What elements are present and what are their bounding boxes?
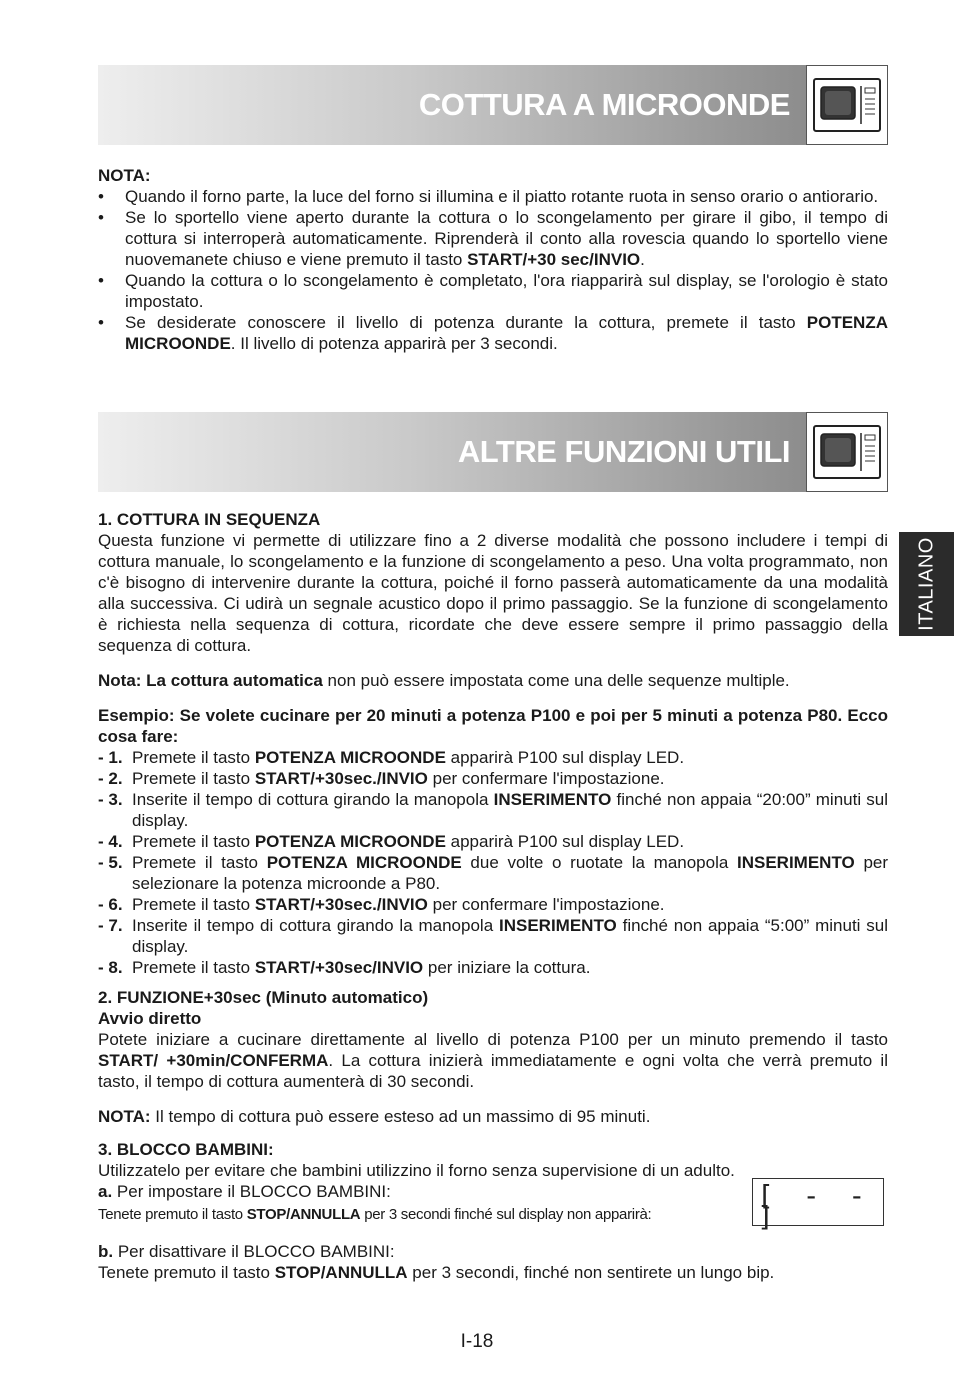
banner-title: COTTURA A MICROONDE [418,87,790,122]
microwave-icon [806,412,888,492]
list-item: - 4. Premete il tasto POTENZA MICROONDE apparirà P100 sul display LED. [98,832,685,851]
step-b: b. Per disattivare il BLOCCO BAMBINI: [98,1242,395,1261]
section-banner-altre-funzioni [98,412,888,492]
step-a: a. Per impostare il BLOCCO BAMBINI: [98,1182,391,1201]
section-cottura-sequenza [98,509,888,978]
list-item: • Quando la cottura o lo scongelamento è completato, l'ora riapparirà sul display, se l'orologio è stato impostato. [98,271,888,311]
nota-block [98,165,888,354]
steps-list [98,747,888,978]
lock-display [752,1178,884,1233]
list-item: - 8. Premete il tasto START/+30sec/INVIO per iniziare la cottura. [98,958,591,977]
section-note: Nota: La cottura automatica non può essere impostata come una delle sequenze multiple. [98,671,790,690]
list-item: • Se lo sportello viene aperto durante la cottura o lo scongelamento per girare il gibo, il tempo di cottura si interroperà automaticamente. Riprenderà il conto alla rovescia quando lo sportello viene nuovemanete chiuso e viene premuto il tasto START/+30 sec/INVIO. [98,208,888,269]
language-label: ITALIANO [915,537,937,631]
display-readout: [ - - ] [757,1179,872,1233]
section-heading: 3. BLOCCO BAMBINI: [98,1140,274,1159]
language-tab [899,532,954,636]
section-subheading: Avvio diretto [98,1009,202,1028]
step-a-detail: Tenete premuto il tasto STOP/ANNULLA per 3 secondi finché sul display non apparirà: [98,1206,652,1223]
section-body: Questa funzione vi permette di utilizzare fino a 2 diverse modalità che possono includere i tempi di cottura manuale, lo scongelamento e la funzione di scongelamento a peso. Una volta programmato, non c'è bisogno di intervenire durante la cottura, poiché il forno passerà automaticamente da una modalità alla successiva. Ci udirà un segnale acustico dopo il primo passaggio. Se la funzione di scongelamento è richiesta nella sequenza di cottura, ricordate che deve essere sempre il primo passaggio della sequenza di cottura. [98,531,888,655]
section-heading: 2. FUNZIONE+30sec (Minuto automatico) [98,988,429,1007]
list-item: • Quando il forno parte, la luce del forno si illumina e il piatto rotante ruota in senso orario o antiorario. [98,187,879,206]
list-item: • Se desiderate conoscere il livello di potenza durante la cottura, premete il tasto POTENZA MICROONDE. Il livello di potenza apparirà per 3 secondi. [98,313,888,353]
nota-heading: NOTA: [98,166,151,185]
section-body: Potete iniziare a cucinare direttamente al livello di potenza P100 per un minuto premendo il tasto START/ +30min/CONFERMA. La cottura inizierà immediatamente e ogni volta che verrà premuto il tasto, il tempo di cottura aumenterà di 30 secondi. [98,1030,888,1091]
banner-title: ALTRE FUNZIONI UTILI [457,434,790,469]
page-number: I-18 [460,1331,494,1352]
section-note: NOTA: Il tempo di cottura può essere esteso ad un massimo di 95 minuti. [98,1107,651,1126]
list-item: - 2. Premete il tasto START/+30sec./INVIO per confermare l'impostazione. [98,769,665,788]
example-heading: Esempio: Se volete cucinare per 20 minuti a potenza P100 e poi per 5 minuti a potenza P80. Ecco cosa fare: [98,706,888,746]
section-funzione-30sec [98,987,888,1127]
list-item: - 1. Premete il tasto POTENZA MICROONDE apparirà P100 sul display LED. [98,748,685,767]
list-item: - 3. Inserite il tempo di cottura girando la manopola INSERIMENTO finché non appaia “20:00” minuti sul display. [98,790,888,830]
section-intro: Utilizzatelo per evitare che bambini utilizzino il forno senza supervisione di un adulto. [98,1161,735,1180]
section-heading: 1. COTTURA IN SEQUENZA [98,510,321,529]
section-banner-cottura [98,65,888,145]
nota-list [98,186,888,354]
list-item: - 6. Premete il tasto START/+30sec./INVIO per confermare l'impostazione. [98,895,665,914]
step-b-detail: Tenete premuto il tasto STOP/ANNULLA per 3 secondi, finché non sentirete un lungo bip. [98,1263,775,1282]
microwave-icon [806,65,888,145]
list-item: - 7. Inserite il tempo di cottura girando la manopola INSERIMENTO finché non appaia “5:00” minuti sul display. [98,916,888,956]
list-item: - 5. Premete il tasto POTENZA MICROONDE due volte o ruotate la manopola INSERIMENTO per selezionare la potenza microonde a P80. [98,853,889,893]
